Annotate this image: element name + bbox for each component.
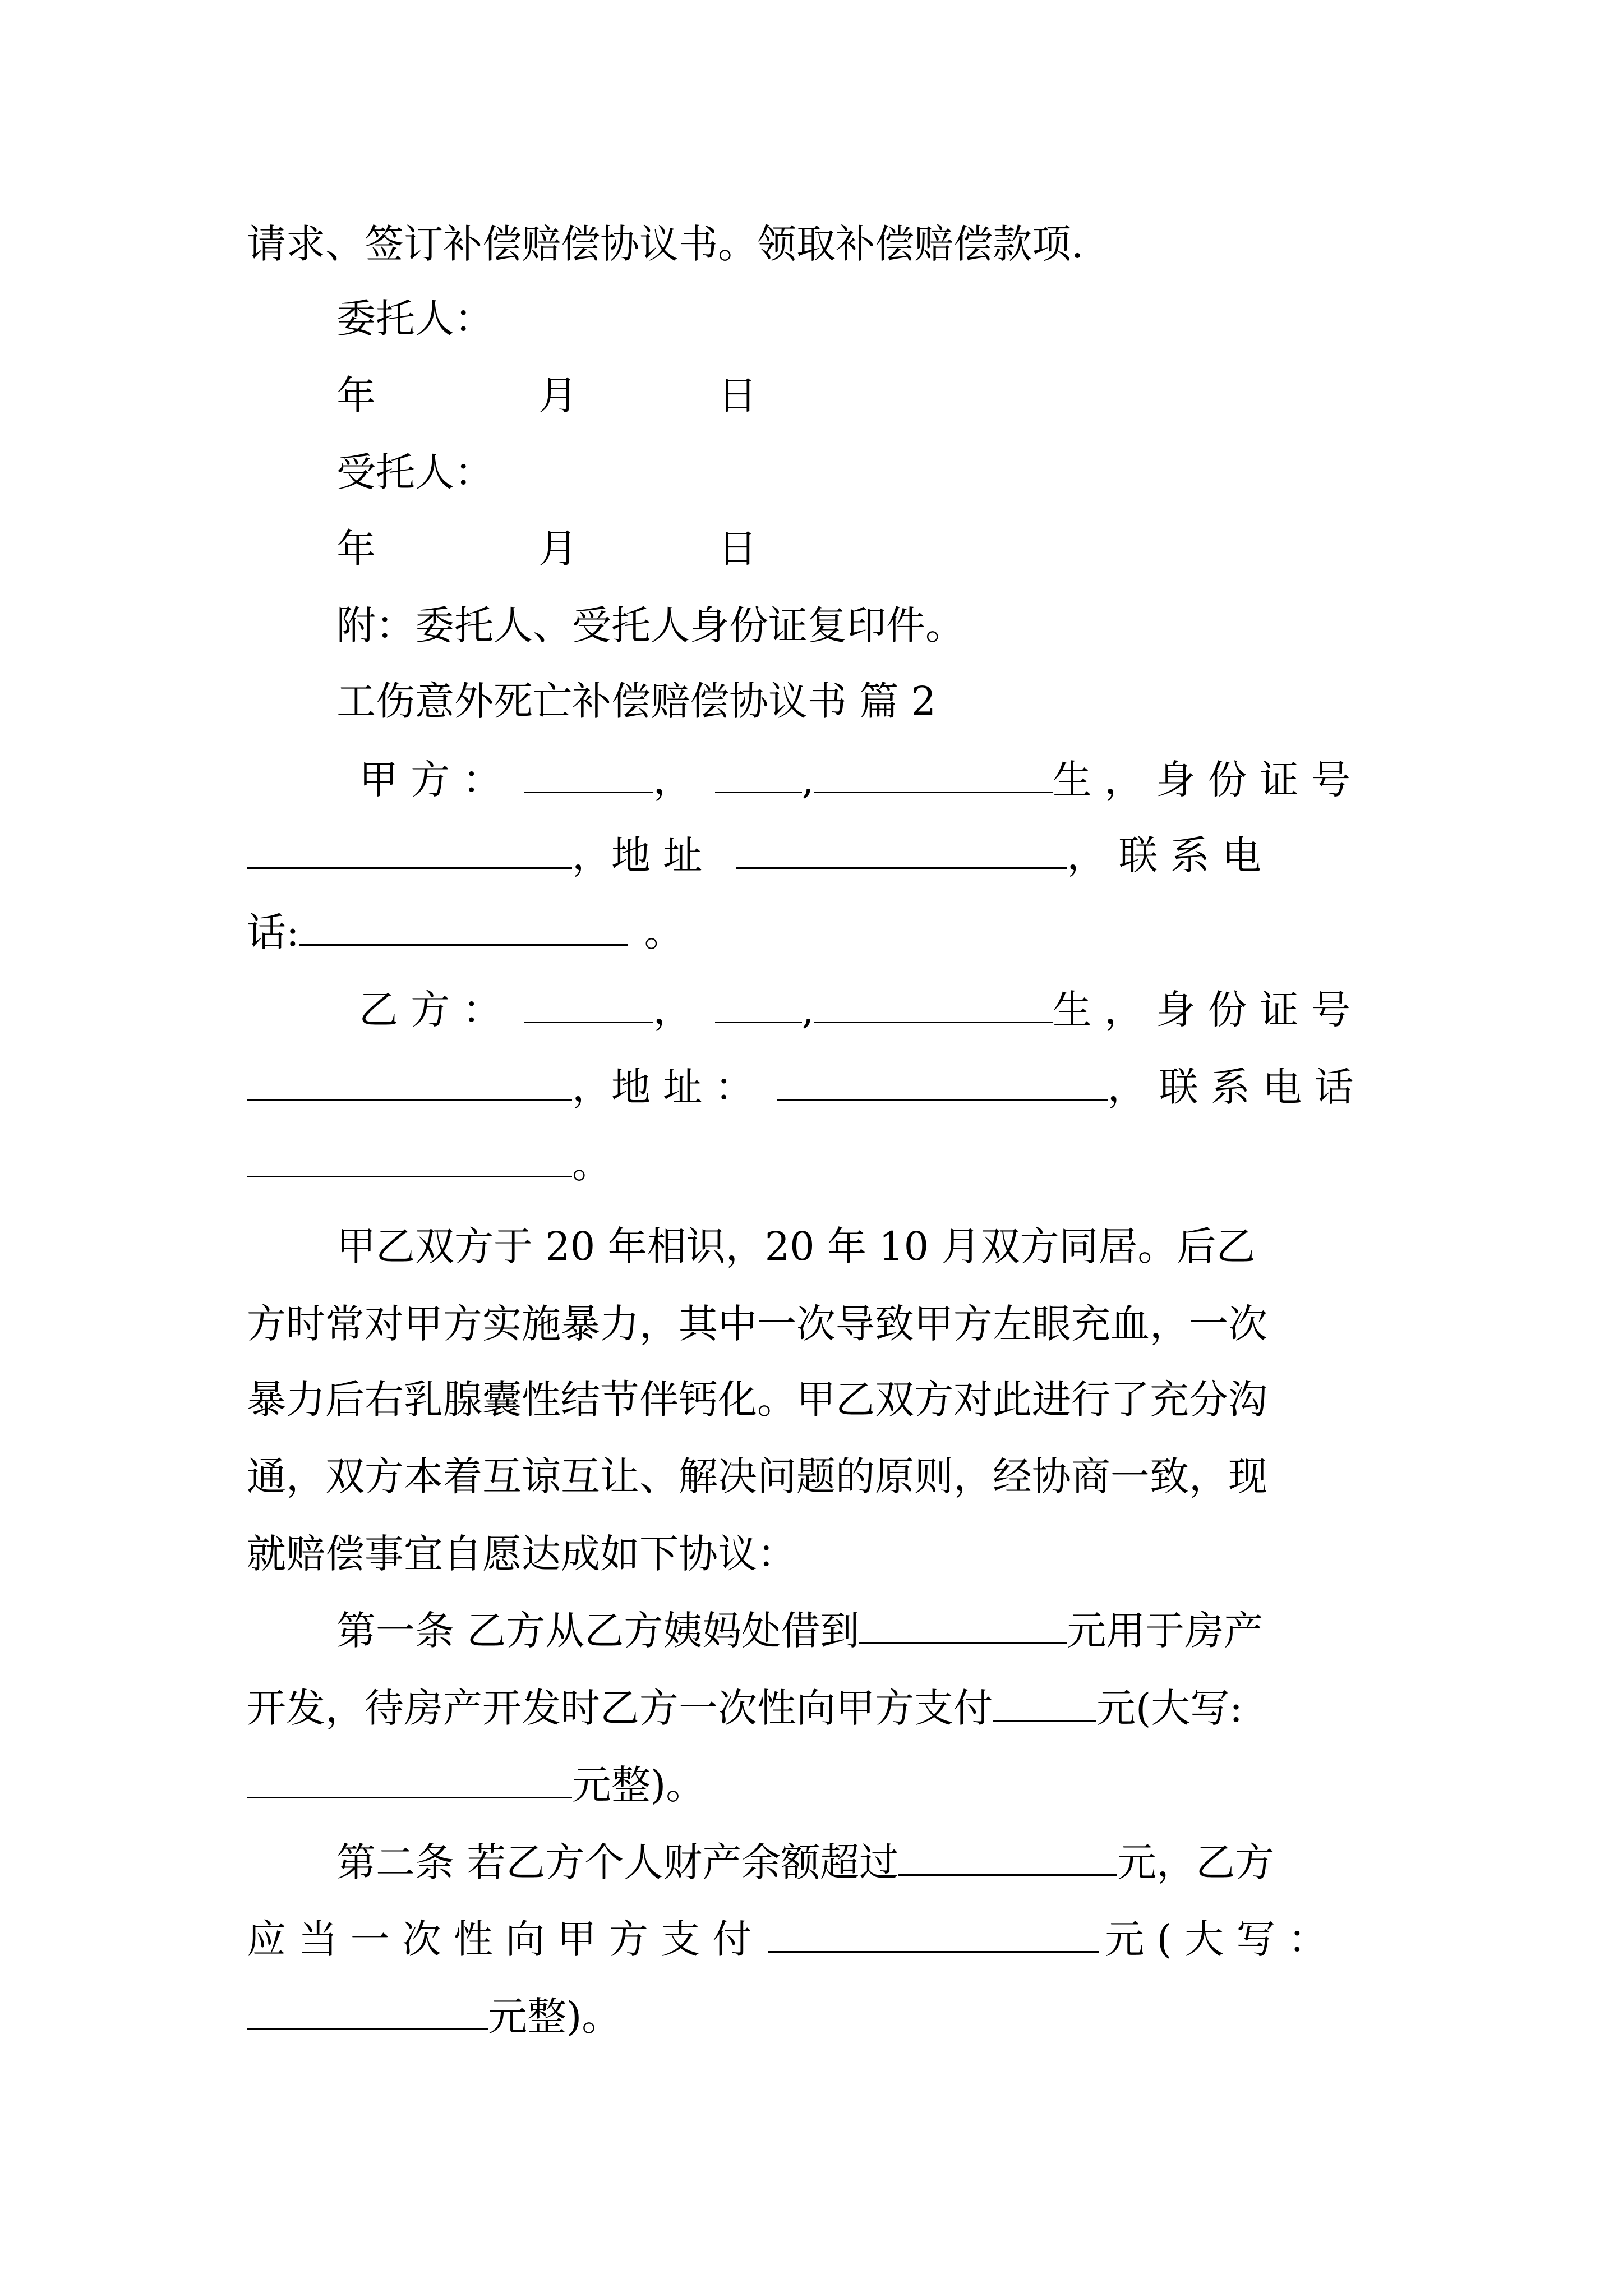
blank-field [715, 989, 802, 1023]
blank-field [247, 835, 572, 869]
birth-id-label: 生 ， 身 份 证 号 [1052, 987, 1351, 1033]
article-2-text: 元 ( 大 写 ： [1105, 1916, 1327, 1962]
phone-label: ， 联 系 电 话 [1107, 1064, 1354, 1110]
article-2-text: 应 当 一 次 性 向 甲 方 支 付 [247, 1916, 752, 1962]
blank-field [715, 759, 802, 793]
article-1-text: 第一条 乙方从乙方姨妈处借到 [336, 1608, 860, 1654]
blank-field [247, 1066, 572, 1101]
address-label: ，地 址 [572, 832, 703, 878]
month-label: 月 [538, 372, 578, 418]
party-a-label: 甲 方 ： [359, 757, 502, 803]
blank-field [247, 1143, 572, 1177]
article-1-text: 开发，待房产开发时乙方一次性向甲方支付 [247, 1685, 993, 1731]
blank-field [814, 759, 1053, 793]
day-label: 日 [718, 372, 757, 418]
date-line [336, 521, 1391, 577]
article-2-text: 元，乙方 [1117, 1839, 1275, 1885]
phone-label: ， 联 系 电 [1067, 832, 1262, 878]
article-1-line-3 [247, 1757, 1391, 1813]
principal-label: 委托人： [336, 296, 494, 342]
blank-field [247, 1996, 488, 2030]
day-label: 日 [718, 526, 757, 572]
section-title: 工伤意外死亡补偿赔偿协议书 篇 2 [336, 678, 937, 724]
party-a-line-1 [359, 752, 1391, 808]
comma: , [801, 757, 814, 803]
blank-field [247, 1764, 572, 1798]
period: 。 [572, 1141, 611, 1187]
comma: , [801, 987, 814, 1033]
blank-field [299, 912, 628, 946]
month-label: 月 [538, 526, 578, 572]
paragraph-line: 通，双方本着互谅互让、解决问题的原则，经协商一致，现 [247, 1453, 1267, 1499]
blank-field [768, 1918, 1099, 1953]
blank-field [524, 759, 653, 793]
birth-id-label: 生 ， 身 份 证 号 [1052, 757, 1351, 803]
paragraph-line: 甲乙双方于 20 年相识，20 年 10 月双方同居。后乙 [336, 1223, 1256, 1269]
article-1-text: 元整)。 [572, 1762, 706, 1808]
address-label: ，地 址 ： [572, 1064, 754, 1110]
year-label: 年 [336, 372, 376, 418]
blank-field [993, 1687, 1096, 1722]
paragraph-line: 就赔偿事宜自愿达成如下协议： [247, 1531, 796, 1577]
party-b-line-3 [247, 1136, 1391, 1192]
party-b-line-2 [247, 1059, 1391, 1115]
article-2-text: 元整)。 [488, 1994, 621, 2040]
phone-label-cont: 话: [247, 909, 299, 955]
party-b-label: 乙 方 ： [359, 987, 502, 1033]
period: 。 [644, 909, 684, 955]
blank-field [859, 1610, 1067, 1644]
party-a-line-2 [247, 827, 1391, 884]
text-line: 请求、签订补偿赔偿协议书。领取补偿赔偿款项. [247, 221, 1084, 267]
article-1-line-2 [247, 1680, 1391, 1736]
blank-field [898, 1842, 1117, 1876]
paragraph-line: 方时常对甲方实施暴力，其中一次导致甲方左眼充血，一次 [247, 1301, 1267, 1347]
article-2-line-3 [247, 1989, 1391, 2045]
blank-field [524, 989, 653, 1023]
blank-field [814, 989, 1053, 1023]
article-1-line-1 [336, 1603, 1391, 1659]
comma: ， [653, 987, 693, 1033]
article-2-line-2 [247, 1911, 1391, 1967]
article-2-line-1 [336, 1834, 1391, 1890]
article-1-text: 元用于房产 [1067, 1608, 1264, 1654]
blank-field [777, 1066, 1108, 1101]
party-b-line-1 [359, 982, 1391, 1038]
attachment-note: 附：委托人、受托人身份证复印件。 [336, 602, 965, 648]
article-1-text: 元(大写: [1096, 1685, 1243, 1731]
paragraph-line: 暴力后右乳腺囊性结节伴钙化。甲乙双方对此进行了充分沟 [247, 1377, 1267, 1423]
blank-field [736, 835, 1067, 869]
party-a-line-3 [247, 904, 1391, 960]
agent-label: 受托人： [336, 449, 494, 495]
article-2-text: 第二条 若乙方个人财产余额超过 [336, 1839, 899, 1885]
date-line [336, 367, 1391, 424]
year-label: 年 [336, 526, 376, 572]
comma: ， [653, 757, 693, 803]
